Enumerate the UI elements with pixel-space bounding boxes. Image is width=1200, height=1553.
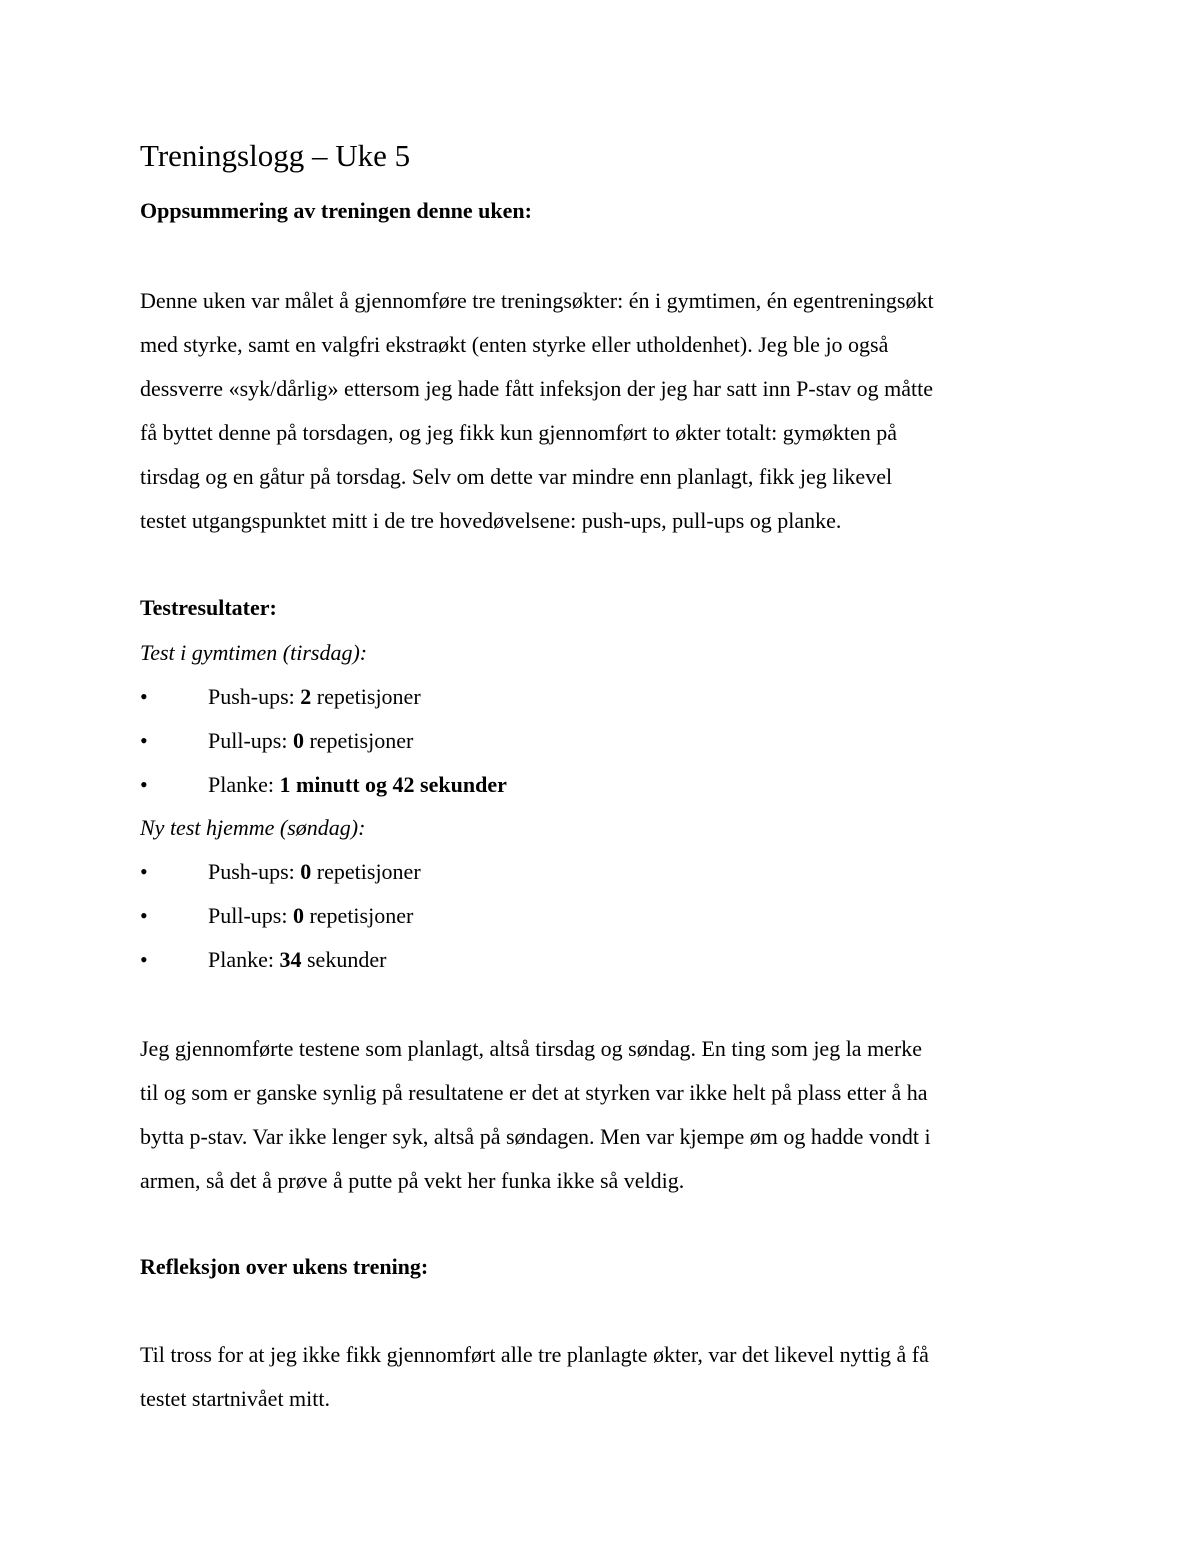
bullet-icon: • xyxy=(140,859,148,884)
observation-paragraph xyxy=(140,1027,1070,1203)
bullet-icon: • xyxy=(140,728,148,753)
item-value: 0 xyxy=(292,903,304,928)
document-title: Treningslogg – Uke 5 xyxy=(140,138,411,173)
test1-label: Test i gymtimen (tirsdag): xyxy=(140,640,368,665)
bullet-icon: • xyxy=(140,772,148,797)
reflection-paragraph xyxy=(140,1333,1070,1421)
text-line: Til tross for at jeg ikke fikk gjennomført alle tre planlagte økter, var det likevel nyttig å få xyxy=(140,1342,929,1367)
results-heading: Testresultater: xyxy=(140,595,277,620)
item-unit: repetisjoner xyxy=(311,684,421,709)
item-name: Push-ups: xyxy=(208,684,301,709)
text-line: testet utgangspunktet mitt i de tre hovedøvelsene: push-ups, pull-ups og planke. xyxy=(140,508,842,533)
text-line: Jeg gjennomførte testene som planlagt, altså tirsdag og søndag. En ting som jeg la merke xyxy=(140,1036,923,1061)
item-name: Pull-ups: xyxy=(208,903,293,928)
item-name: Push-ups: xyxy=(208,859,301,884)
bullet-icon: • xyxy=(140,684,148,709)
bullet-icon: • xyxy=(140,947,148,972)
item-unit: repetisjoner xyxy=(311,859,421,884)
text-line: tirsdag og en gåtur på torsdag. Selv om dette var mindre enn planlagt, fikk jeg likevel xyxy=(140,464,893,489)
item-value: 0 xyxy=(300,859,312,884)
summary-heading: Oppsummering av treningen denne uken: xyxy=(140,198,532,223)
text-line: testet startnivået mitt. xyxy=(140,1386,331,1411)
text-line: dessverre «syk/dårlig» ettersom jeg hade fått infeksjon der jeg har satt inn P-stav og måtte xyxy=(140,376,933,401)
test2-label: Ny test hjemme (søndag): xyxy=(140,815,366,840)
text-line: Denne uken var målet å gjennomføre tre treningsøkter: én i gymtimen, én egentreningsøkt xyxy=(140,288,934,313)
text-line: armen, så det å prøve å putte på vekt her funka ikke så veldig. xyxy=(140,1168,685,1193)
item-value: 0 xyxy=(292,728,304,753)
item-unit: sekunder xyxy=(301,947,387,972)
reflection-heading: Refleksjon over ukens trening: xyxy=(140,1254,429,1279)
item-unit: repetisjoner xyxy=(303,903,414,928)
text-line: til og som er ganske synlig på resultatene er det at styrken var ikke helt på plass etter å ha xyxy=(140,1080,928,1105)
bullet-icon: • xyxy=(140,903,148,928)
item-name: Pull-ups: xyxy=(208,728,293,753)
item-unit: repetisjoner xyxy=(303,728,414,753)
item-value: 1 minutt og 42 sekunder xyxy=(279,772,507,797)
item-value: 34 xyxy=(279,947,302,972)
item-value: 2 xyxy=(300,684,312,709)
text-line: med styrke, samt en valgfri ekstraøkt (enten styrke eller utholdenhet). Jeg ble jo også xyxy=(140,332,889,357)
text-line: bytta p-stav. Var ikke lenger syk, altså på søndagen. Men var kjempe øm og hadde vondt i xyxy=(140,1124,931,1149)
item-name: Planke: xyxy=(208,772,280,797)
text-line: få byttet denne på torsdagen, og jeg fikk kun gjennomført to økter totalt: gymøkten på xyxy=(140,420,897,445)
summary-paragraph xyxy=(140,279,1070,543)
item-name: Planke: xyxy=(208,947,280,972)
